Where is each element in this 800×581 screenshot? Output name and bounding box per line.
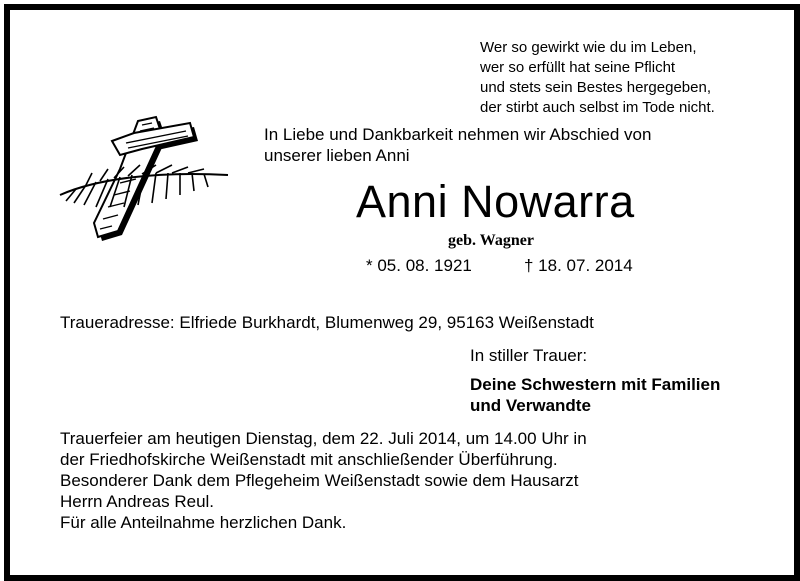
death-date: † 18. 07. 2014 [524, 256, 633, 275]
mourners-line-2: und Verwandte [470, 396, 591, 415]
service-line-2: der Friedhofskirche Weißenstadt mit anschließender Überführung. [60, 450, 558, 469]
intro-text [264, 124, 651, 166]
mourners-label: In stiller Trauer: [470, 346, 588, 365]
cross-with-palm-icon [56, 113, 232, 245]
poem-line-4: der stirbt auch selbst im Tode nicht. [480, 99, 715, 116]
maiden-name: geb. Wagner [448, 232, 534, 249]
intro-line-1: In Liebe und Dankbarkeit nehmen wir Abschied von [264, 125, 652, 144]
deceased-name: Anni Nowarra [356, 176, 635, 227]
service-line-5: Für alle Anteilnahme herzlichen Dank. [60, 513, 347, 532]
service-text [60, 428, 587, 533]
poem [480, 38, 715, 118]
birth-date: * 05. 08. 1921 [366, 256, 472, 275]
poem-line-3: und stets sein Bestes hergegeben, [480, 79, 711, 96]
mourners-list [470, 374, 720, 416]
service-line-4: Herrn Andreas Reul. [60, 492, 215, 511]
poem-line-2: wer so erfüllt hat seine Pflicht [480, 59, 676, 76]
poem-line-1: Wer so gewirkt wie du im Leben, [480, 39, 697, 56]
mourning-address: Traueradresse: Elfriede Burkhardt, Blumenweg 29, 95163 Weißenstadt [60, 313, 594, 332]
mourners-line-1: Deine Schwestern mit Familien [470, 375, 721, 394]
service-line-1: Trauerfeier am heutigen Dienstag, dem 22. Juli 2014, um 14.00 Uhr in [60, 429, 587, 448]
service-line-3: Besonderer Dank dem Pflegeheim Weißenstadt sowie dem Hausarzt [60, 471, 579, 490]
intro-line-2: unserer lieben Anni [264, 146, 410, 165]
